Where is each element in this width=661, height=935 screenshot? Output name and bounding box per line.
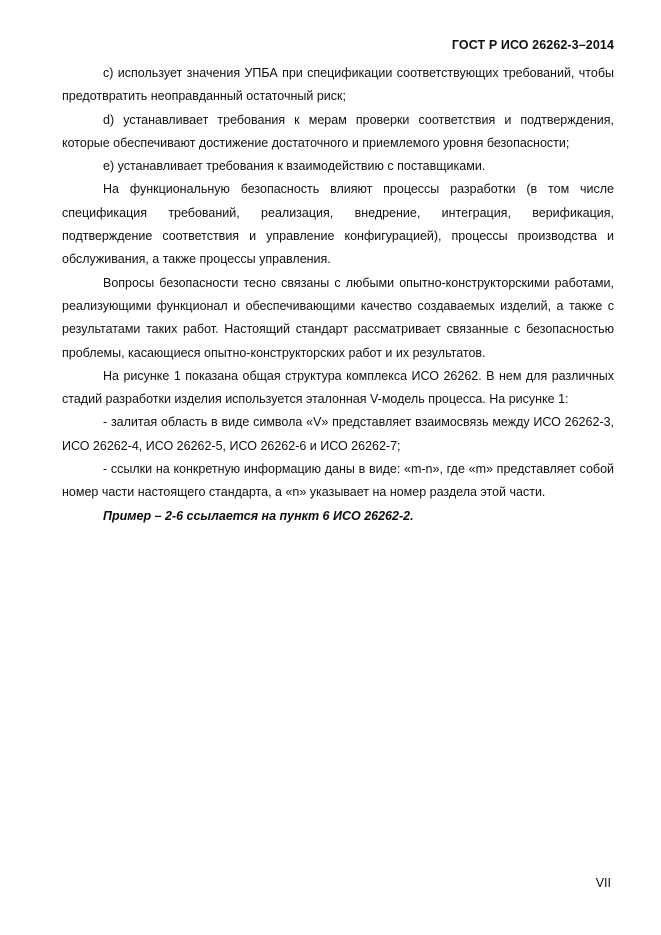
document-header: ГОСТ Р ИСО 26262-3–2014 [451,38,614,52]
list-item-c: с) использует значения УПБА при спецификации соответствующих требований, чтобы предотвратить неоправданный остаточный риск; [62,66,614,104]
paragraph-safety-issues: Вопросы безопасности тесно связаны с любыми опытно-конструкторскими работами, реализующими функционал и обеспечивающими качество создаваемых изделий, а также с результатами таких работ. Настоящий стандарт рассматривает связанные с безопасностью проблемы, касающиеся опытно-конструкторских работ и их результатов. [62,275,614,360]
dash-item-v-area: - залитая область в виде символа «V» представляет взаимосвязь между ИСО 26262-3, ИСО 26262-4, ИСО 26262-5, ИСО 26262-6 и ИСО 26262-7; [62,415,614,453]
dash-item-references: - ссылки на конкретную информацию даны в виде: «m-n», где «m» представляет собой номер части настоящего стандарта, а «n» указывает на номер раздела этой части. [62,462,614,500]
page-number: VII [595,876,611,890]
paragraph-figure-1: На рисунке 1 показана общая структура комплекса ИСО 26262. В нем для различных стадий разработки изделия используется эталонная V-модель процесса. На рисунке 1: [62,368,614,407]
example-note: Пример – 2-6 ссылается на пункт 6 ИСО 26262-2. [103,508,414,523]
page-body [62,62,614,528]
list-item-e: е) устанавливает требования к взаимодействию с поставщиками. [103,159,486,174]
paragraph-functional-safety: На функциональную безопасность влияют процессы разработки (в том числе спецификация требований, реализация, внедрение, интеграция, верификация, подтверждение соответствия и управление конфигурацией), процессы производства и обслуживания, а также процессы управления. [62,182,614,267]
list-item-d: d) устанавливает требования к мерам проверки соответствия и подтверждения, которые обеспечивают достижение достаточного и приемлемого уровня безопасности; [62,112,614,150]
